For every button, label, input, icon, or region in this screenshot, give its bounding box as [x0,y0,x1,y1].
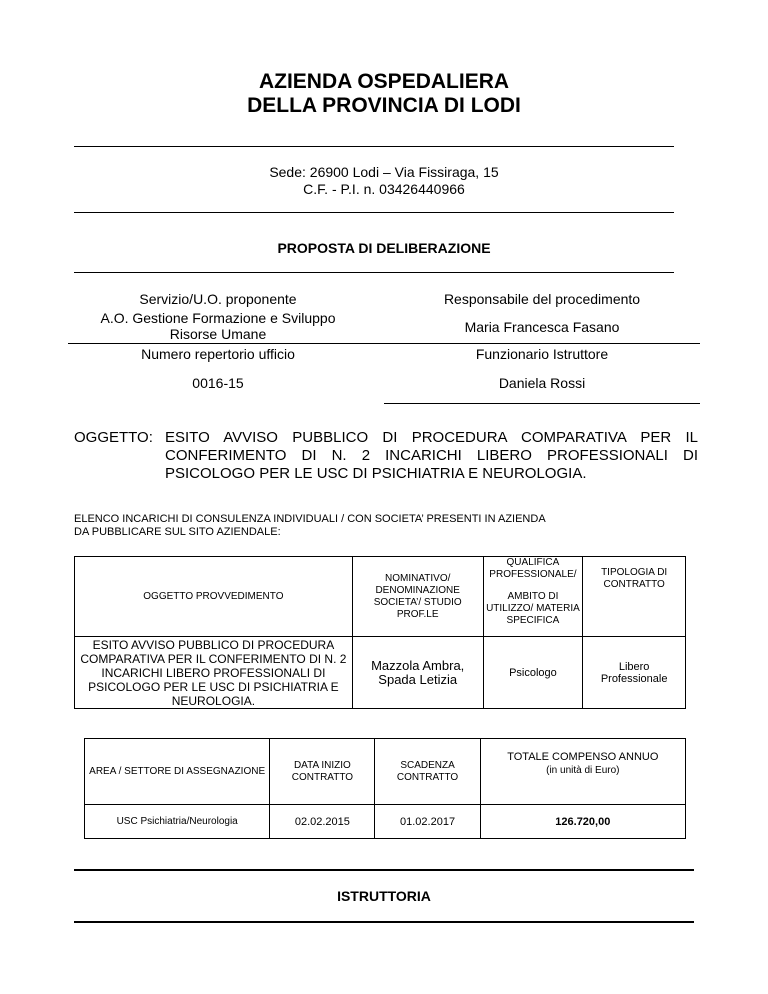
table-row [75,637,686,709]
title-line-1: AZIENDA OSPEDALIERA [258,70,510,93]
header-totale-label: TOTALE COMPENSO ANNUO [507,751,659,763]
header-totale [480,739,685,805]
cell-tipologia: Libero Professionale [583,637,686,709]
divider [384,403,700,404]
header-totale-sub: (in unità di Euro) [546,765,620,776]
numero-label: Numero repertorio ufficio [141,346,295,362]
responsabile-label: Responsabile del procedimento [443,291,641,307]
header-qualifica-2: AMBITO DI UTILIZZO/ MATERIA SPECIFICA [486,591,580,626]
incarichi-table [74,556,686,709]
table-header-row [75,557,686,637]
header-qualifica-1: QUALIFICA PROFESSIONALE/ [489,557,577,580]
sede-text: Sede: 26900 Lodi – Via Fissiraga, 15 [269,164,499,180]
responsabile-value: Maria Francesca Fasano [464,319,620,335]
cell-oggetto: ESITO AVVISO PUBBLICO DI PROCEDURA COMPARATIVA PER IL CONFERIMENTO DI N. 2 INCARICHI LIBERO PROFESSIONALI DI PSICOLOGO PER LE USC DI PSICHIATRIA E NEUROLOGIA. [75,637,353,709]
divider [74,272,674,273]
title-line-2: DELLA PROVINCIA DI LODI [247,94,521,117]
contratto-table [84,738,686,839]
cell-area: USC Psichiatria/Neurologia [85,805,270,839]
header-area: AREA / SETTORE DI ASSEGNAZIONE [85,739,270,805]
oggetto-label: OGGETTO: [74,429,153,446]
page-title [0,70,768,118]
oggetto-text: ESITO AVVISO PUBBLICO DI PROCEDURA COMPARATIVA PER IL CONFERIMENTO DI N. 2 INCARICHI LIBERO PROFESSIONALI DI PSICOLOGO PER LE USC DI PSICHIATRIA E NEUROLOGIA. [165,429,698,482]
elenco-line-2: DA PUBBLICARE SUL SITO AZIENDALE: [74,526,281,538]
header-oggetto: OGGETTO PROVVEDIMENTO [75,557,353,637]
header-scadenza: SCADENZA CONTRATTO [375,739,480,805]
elenco-line-1: ELENCO INCARICHI DI CONSULENZA INDIVIDUALI / CON SOCIETA’ PRESENTI IN AZIENDA [74,513,546,525]
header-tipologia: TIPOLOGIA DI CONTRATTO [583,557,686,637]
table-row [85,805,686,839]
divider [74,921,694,923]
header-data-inizio: DATA INIZIO CONTRATTO [270,739,375,805]
numero-value: 0016-15 [192,375,244,391]
divider [74,212,674,213]
istruttoria-heading: ISTRUTTORIA [337,888,431,904]
cell-data-inizio: 02.02.2015 [270,805,375,839]
header-nominativo: NOMINATIVO/ DENOMINAZIONE SOCIETA’/ STUDIO PROF.LE [352,557,483,637]
cell-qualifica: Psicologo [483,637,583,709]
cf-text: C.F. - P.I. n. 03426440966 [303,181,465,197]
cell-scadenza: 01.02.2017 [375,805,480,839]
funzionario-label: Funzionario Istruttore [475,346,609,362]
cell-nominativo: Mazzola Ambra, Spada Letizia [352,637,483,709]
cell-totale: 126.720,00 [480,805,685,839]
servizio-label: Servizio/U.O. proponente [139,291,297,307]
divider [74,146,674,147]
table-header-row [85,739,686,805]
address-block [0,164,768,198]
document-type: PROPOSTA DI DELIBERAZIONE [277,240,491,256]
divider [68,343,700,344]
header-qualifica [483,557,583,637]
servizio-value-2: Risorse Umane [169,326,267,342]
elenco-heading [74,513,674,539]
funzionario-value: Daniela Rossi [498,375,586,391]
servizio-value-1: A.O. Gestione Formazione e Sviluppo [100,310,336,326]
divider [74,869,694,871]
